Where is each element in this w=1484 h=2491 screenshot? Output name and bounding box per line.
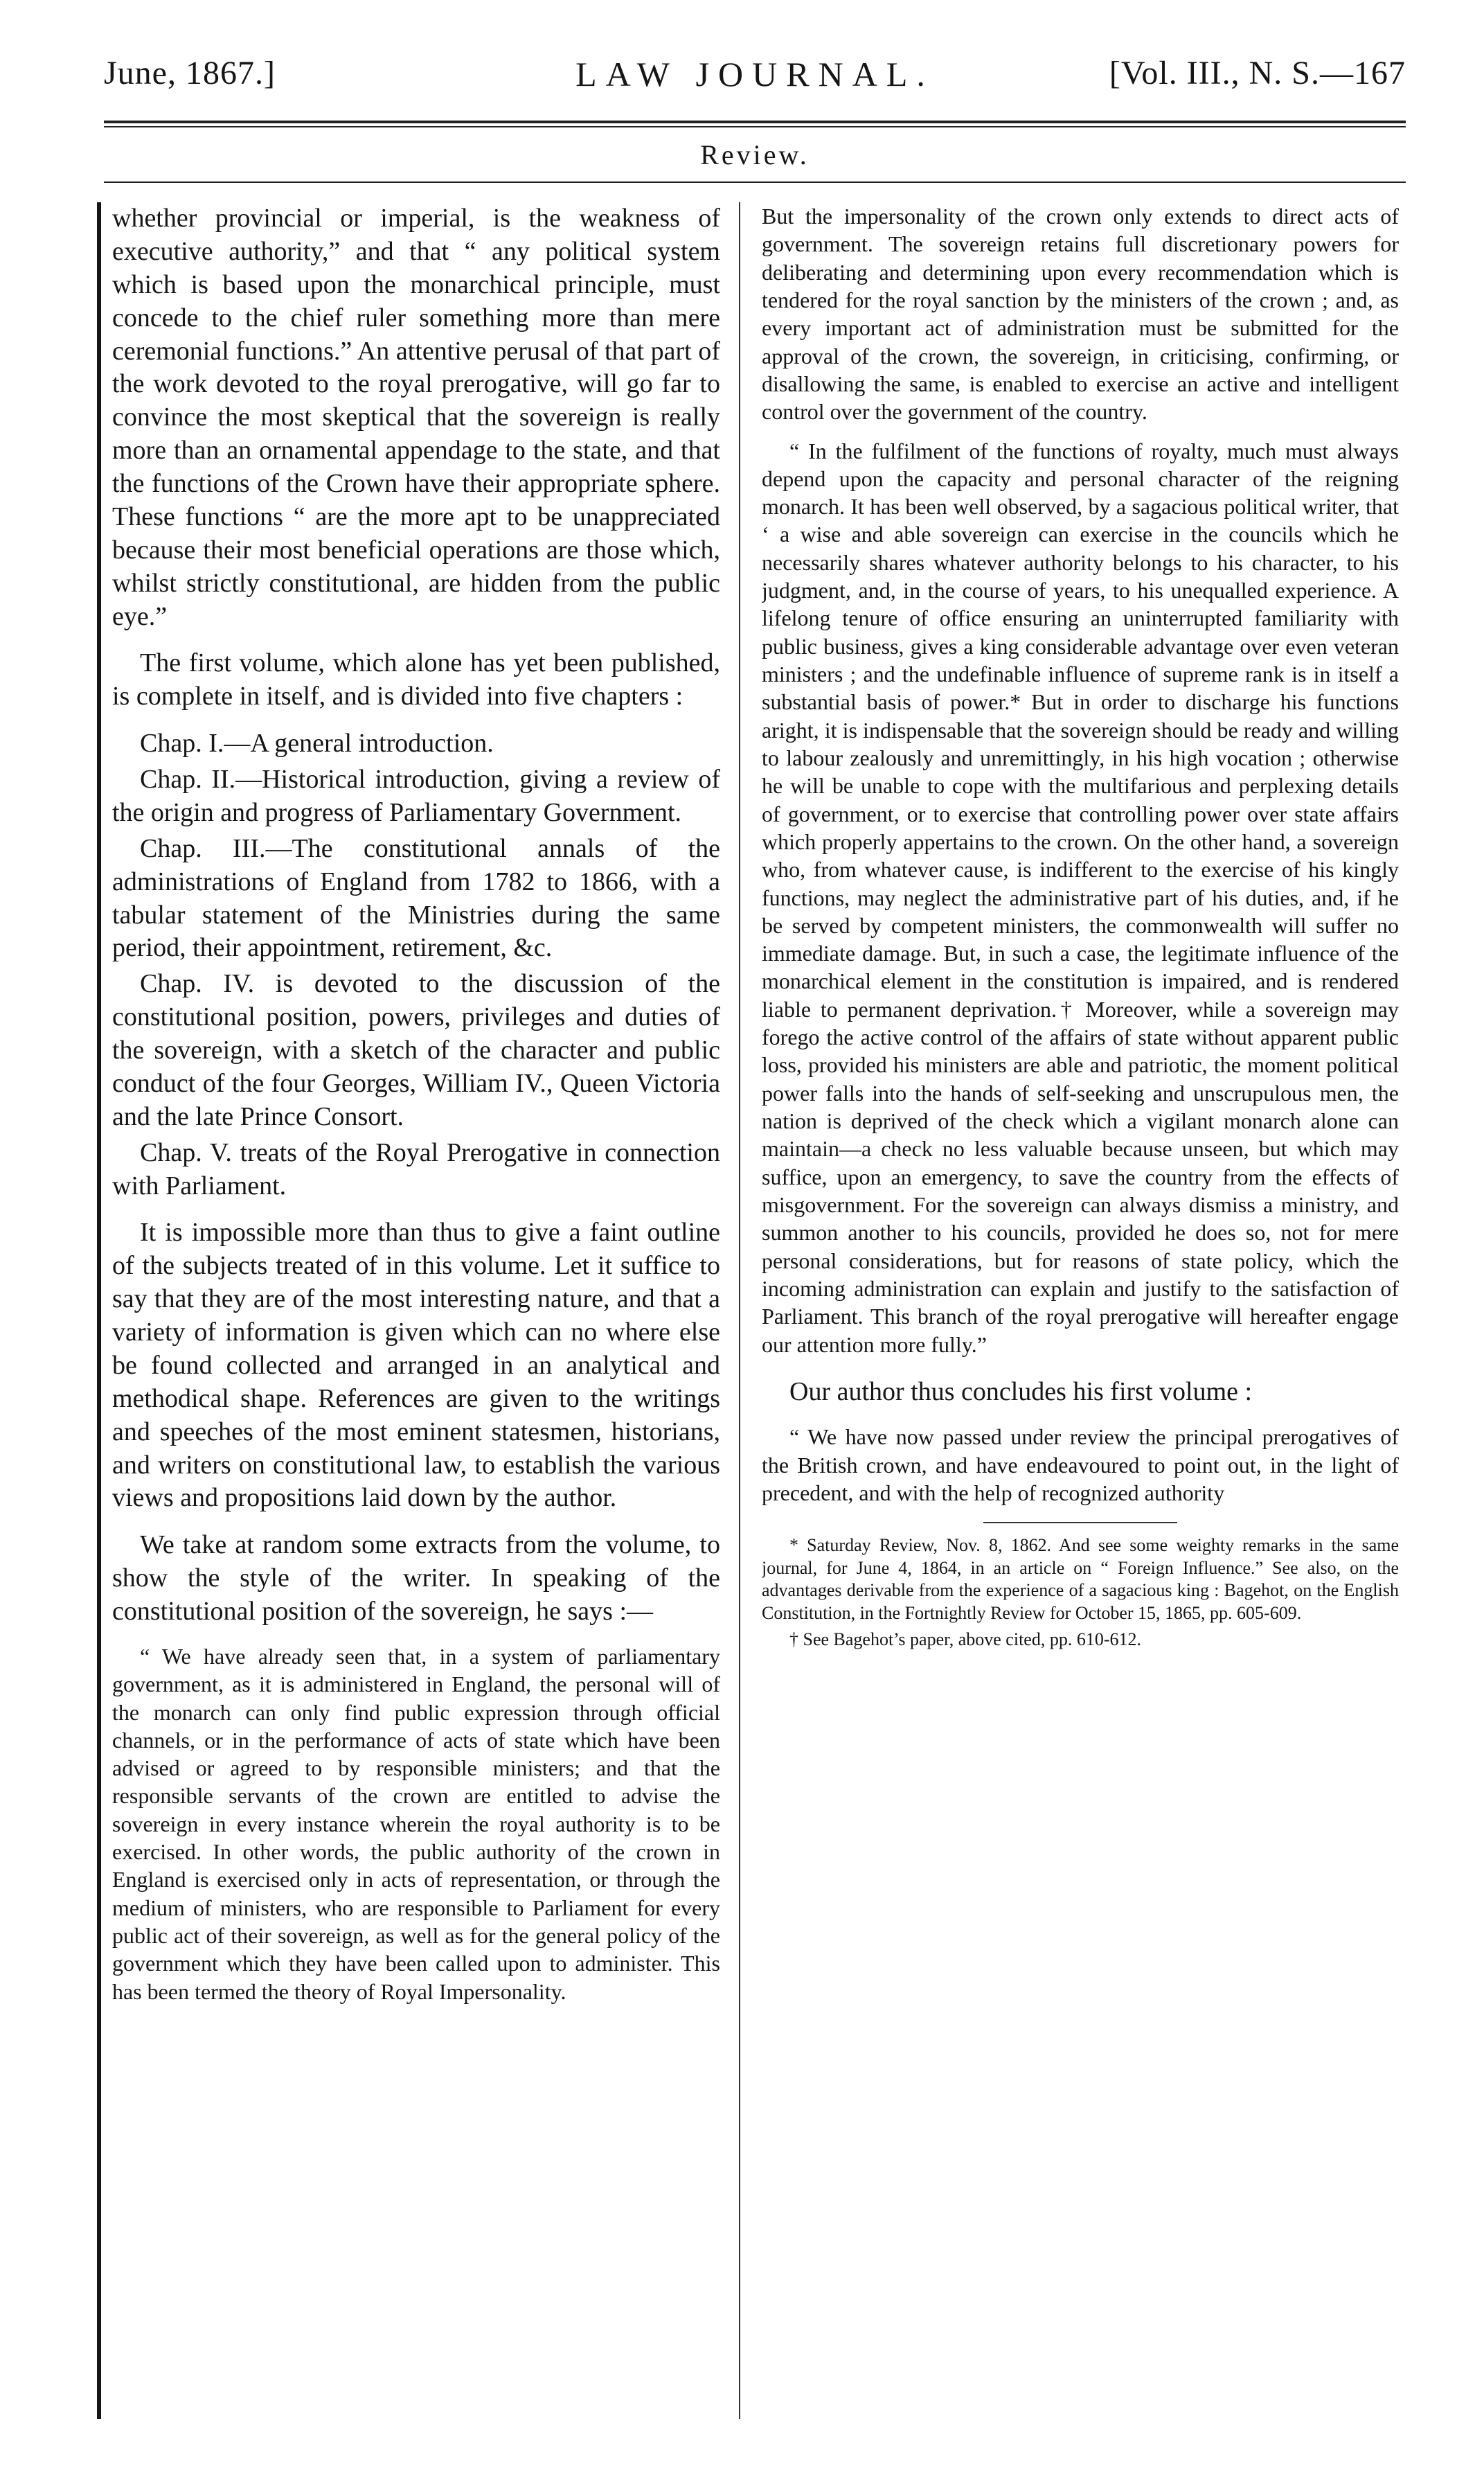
chapter-entry: Chap. III.—The constitutional annals of the administrations of England from 1782 to 1866, with a tabular statement of the Ministries during the same period, their appointment, retirement, &c. [112, 833, 720, 963]
chapter-entry: Chap. II.—Historical introduction, giving a review of the origin and progress of Parliamentary Government. [112, 765, 720, 827]
block-quote: “ We have already seen that, in a system of parliamentary government, as it is administered in England, the personal will of the monarch can only find public expression through official channels, or in the performance of acts of state which have been advised or agreed to by responsible ministers; and that the responsible servants of the crown are entitled to advise the sovereign in every instance wherein the royal authority is to be exercised. In other words, the public authority of the crown in England is exercised only in acts of representation, or through the medium of ministers, who are responsible to Parliament for every public act of their sovereign, as well as for the general policy of the government which they have been called upon to administer. This has been termed the theory of Royal Impersonality. [112, 1643, 720, 2004]
binding-margin-bar [97, 202, 101, 2419]
section-title: Review. [700, 139, 810, 170]
column-divider [739, 202, 740, 2419]
chapter-entry: Chap. I.—A general introduction. [140, 729, 494, 759]
block-quote: But the impersonality of the crown only extends to direct acts of government. The sovereign retains full discretionary powers for deliberating and determining upon every recommendation which is tendered for the royal sanction by the ministers of the crown ; and, as every important act of administration must be submitted for the approval of the crown, the sovereign, in criticising, confirming, or disallowing the same, is enabled to exercise an active and intelligent control over the government of the country. [762, 204, 1399, 425]
section-rule [104, 181, 1406, 183]
footnote: † See Bagehot’s paper, above cited, pp. 610-612. [789, 1629, 1141, 1650]
block-quote: “ We have now passed under review the principal prerogatives of the British crown, and have endeavoured to point out, in the light of precedent, and with the help of recognized authority [762, 1424, 1399, 1505]
conclusion-heading: Our author thus concludes his first volume : [789, 1376, 1253, 1406]
chapter-entry: Chap. V. treats of the Royal Prerogative in connection with Parliament. [112, 1137, 720, 1200]
paragraph: It is impossible more than thus to give a faint outline of the subjects treated of in this volume. Let it suffice to say that they are of the most interesting nature, and that a variety of information is given which can no where else be found collected and arranged in an analytical and methodical shape. References are given to the writings and speeches of the most eminent statesmen, historians, and writers on constitutional law, to establish the various views and propositions laid down by the author. [112, 1218, 720, 1513]
block-quote: “ In the fulfilment of the functions of royalty, much must always depend upon the capacity and personal character of the reigning monarch. It has been well observed, by a sagacious political writer, that ‘ a wise and able sovereign can exercise in the councils which he necessarily shares whatever authority belongs to his character, to his judgment, and, in the course of years, to his unequalled experience. A lifelong tenure of office ensuring an uninterrupted familiarity with public business, gives a king considerable advantage over even veteran ministers ; and the undefinable influence of supreme rank is in itself a substantial basis of power.* But in order to discharge his functions aright, it is indispensable that the sovereign should be ready and willing to labour zealously and unremittingly, in his high vocation ; otherwise he will be unable to cope with the multifarious and perplexing details of government, or to exercise that controlling power over state affairs which properly appertains to the crown. On the other hand, a sovereign who, from whatever cause, is indifferent to the exercise of his kingly functions, may neglect the administrative part of his duties, and, if he be served by competent ministers, the commonwealth will suffer no immediate damage. But, in such a case, the legitimate influence of the monarchical element in the constitution is impaired, and is rendered liable to permanent deprivation.† Moreover, while a sovereign may forego the active control of the affairs of state without apparent public loss, provided his ministers are able and patriotic, the moment political power falls into the hands of self-seeking and unscrupulous men, the nation is deprived of the check which a vigilant monarch alone can maintain—a check no less valuable because unseen, but which may suffice, upon an emergency, to save the country from the effects of misgovernment. For the sovereign can always dismiss a ministry, and summon another to his councils, provided he does so, not for mere personal considerations, but for reasons of state policy, which the incoming administration can explain and justify to the satisfaction of Parliament. This branch of the royal prerogative will hereafter engage our attention more fully.” [762, 438, 1399, 1357]
header-date: June, 1867.] [104, 55, 276, 91]
right-column [762, 202, 1399, 2488]
footnote: * Saturday Review, Nov. 8, 1862. And see some weighty remarks in the same journal, for June 4, 1864, in an article on “ Foreign Influence.” See also, on the advantages derivable from the experience of a sagacious king : Bagehot, on the English Constitution, in the Fortnightly Review for October 15, 1865, pp. 605-609. [762, 1535, 1399, 1623]
header-rule-thick [104, 121, 1406, 123]
journal-title: LAW JOURNAL. [575, 55, 934, 94]
volume-page-number: [Vol. III., N. S.—167 [1109, 55, 1406, 91]
paragraph: whether provincial or imperial, is the weakness of executive authority,” and that “ any political system which is based upon the monarchical principle, must concede to the chief ruler something more than mere ceremonial functions.” An attentive perusal of that part of the work devoted to the royal prerogative, will go far to convince the most skeptical that the sovereign is really more than an ornamental appendage to the state, and that the functions of the Crown have their appropriate sphere. These functions “ are the more apt to be unappreciated because their most beneficial operations are those which, whilst strictly constitutional, are hidden from the public eye.” [112, 204, 720, 631]
page-header [104, 54, 1406, 108]
header-rule-thin [104, 126, 1406, 127]
paragraph: We take at random some extracts from the volume, to show the style of the writer. In speaking of the constitutional position of the sovereign, he says :— [112, 1530, 720, 1626]
left-column [97, 202, 720, 2419]
chapter-entry: Chap. IV. is devoted to the discussion of the constitutional position, powers, privileges and duties of the sovereign, with a sketch of the character and public conduct of the four Georges, William IV., Queen Victoria and the late Prince Consort. [112, 969, 720, 1131]
footnote-rule [983, 1522, 1177, 1523]
paragraph: The first volume, which alone has yet been published, is complete in itself, and is divided into five chapters : [112, 648, 720, 711]
